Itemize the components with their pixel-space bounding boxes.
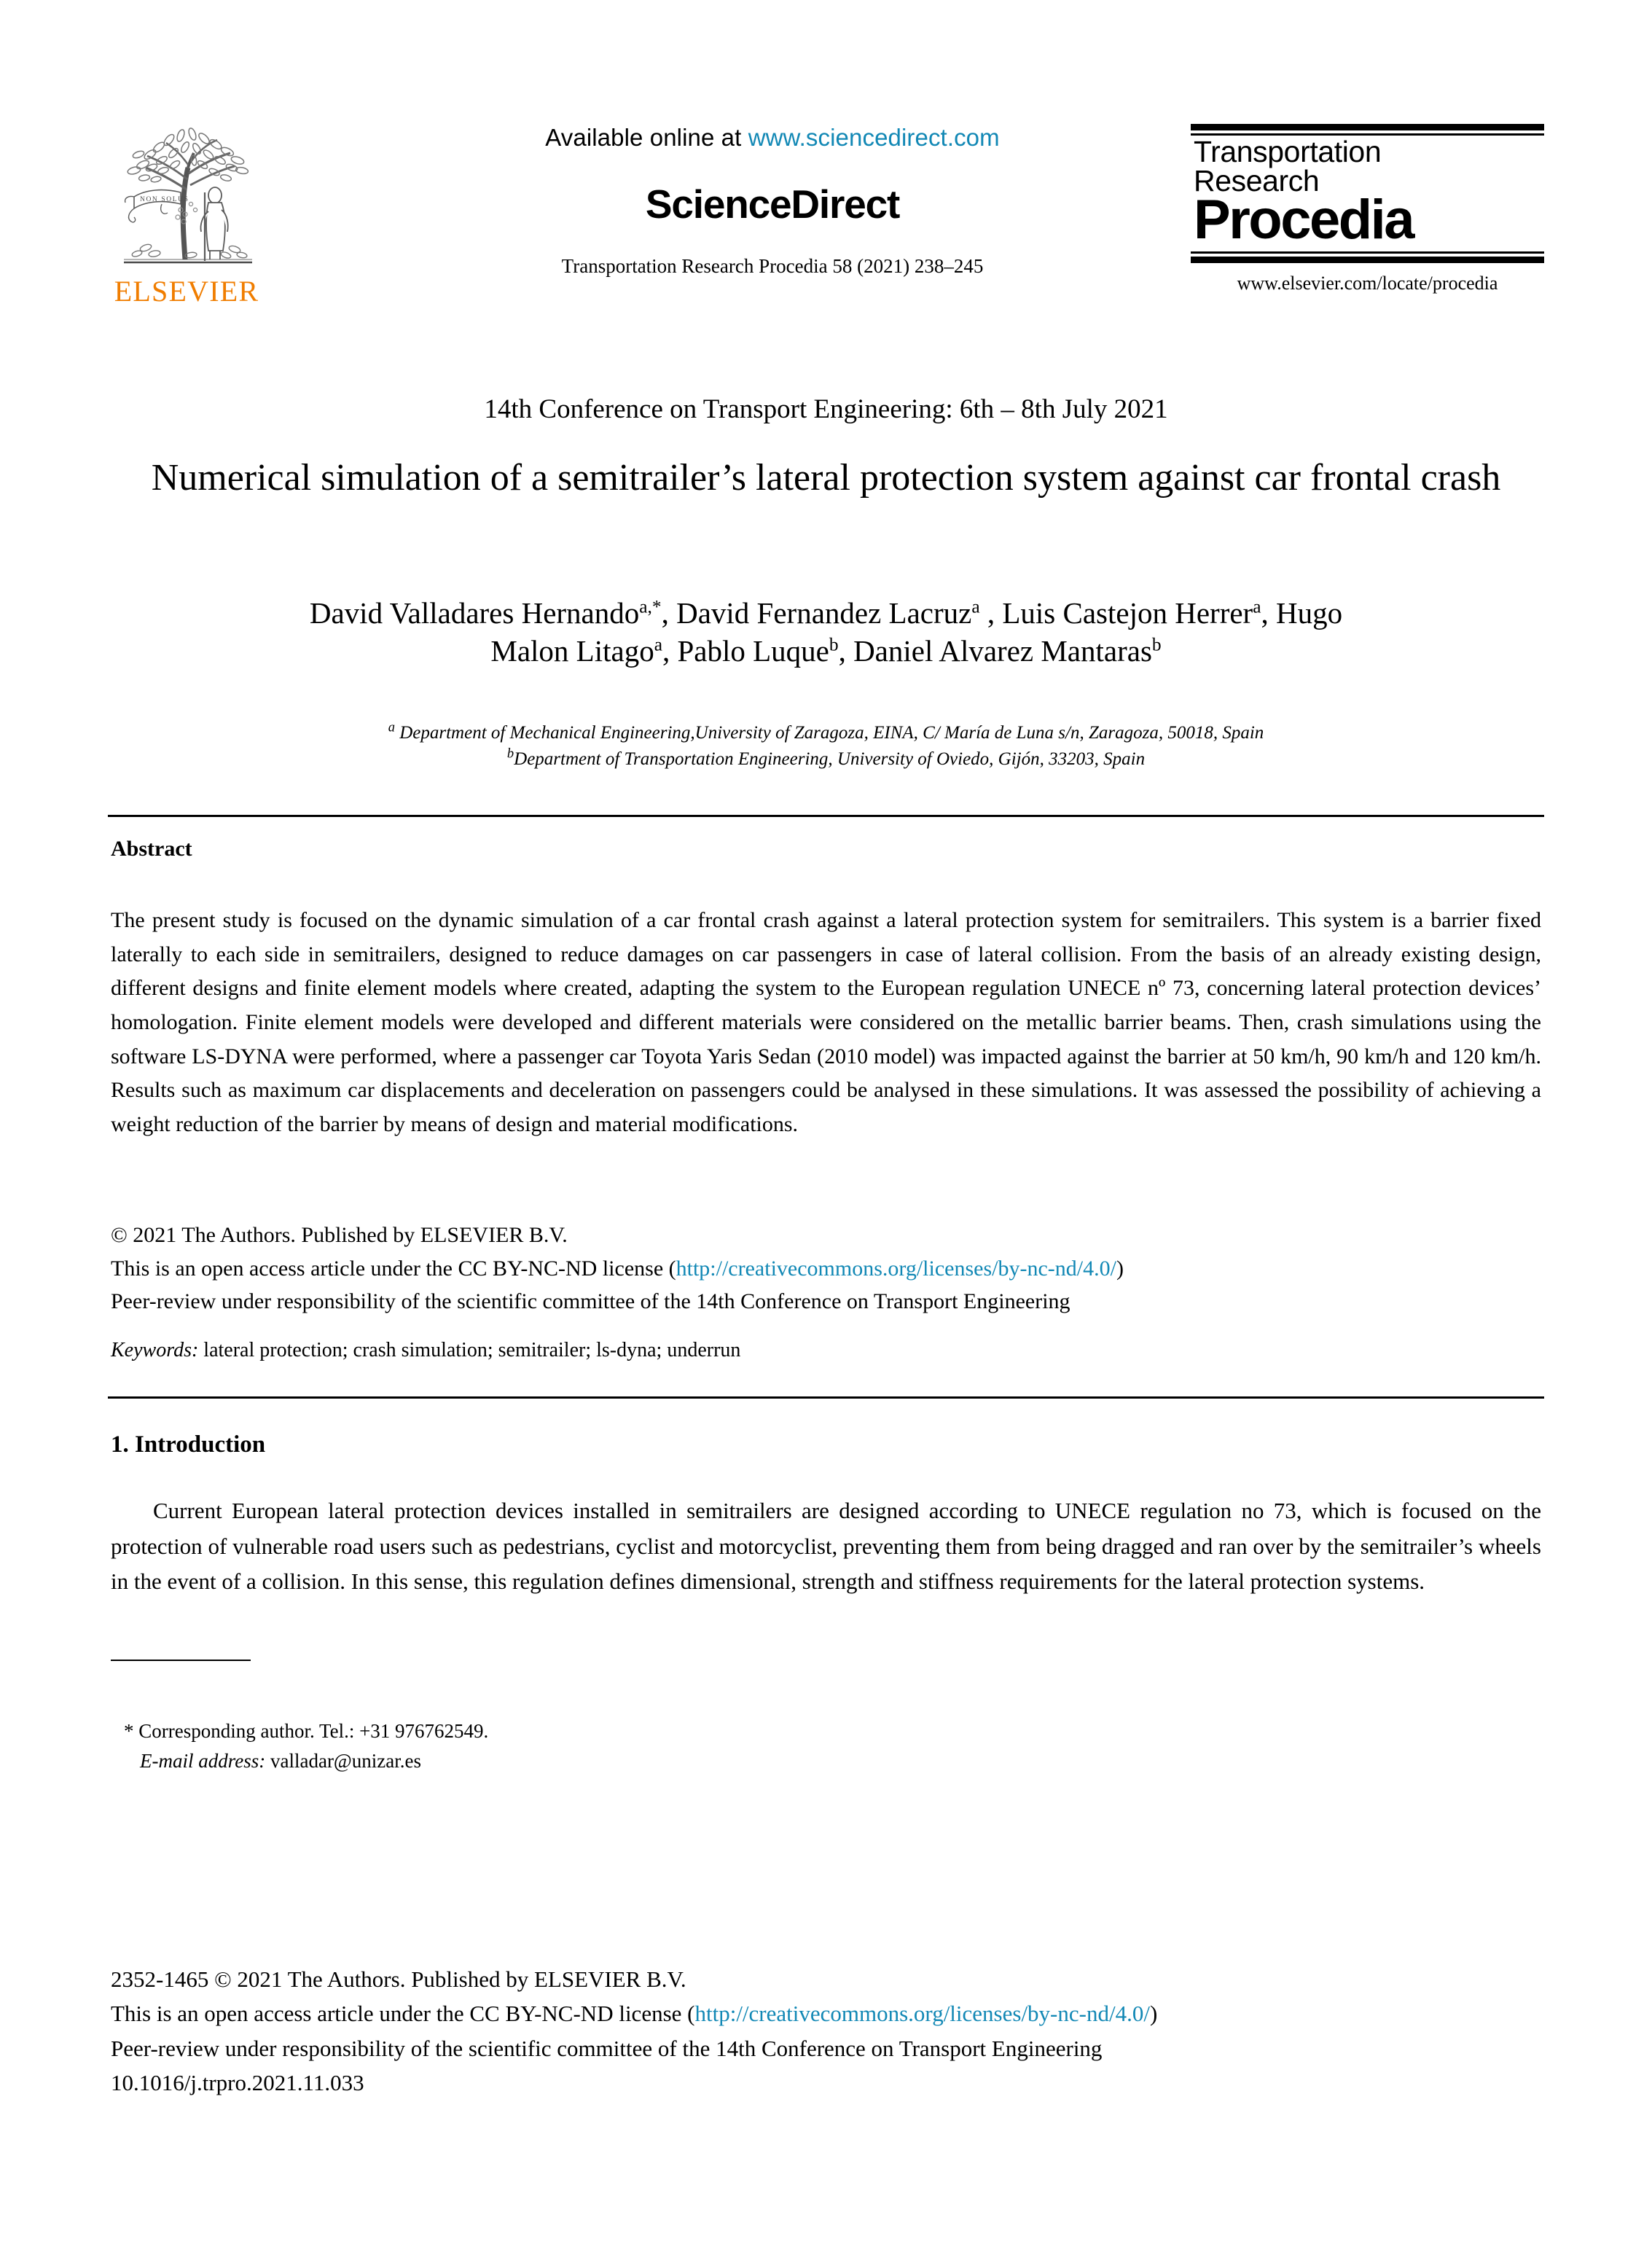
- footer-license-prefix: This is an open access article under the CC BY-NC-ND license (: [111, 2001, 695, 2027]
- corresponding-author-line: * Corresponding author. Tel.: +31 976762549.: [124, 1720, 489, 1742]
- footer-peer-review-line: Peer-review under responsibility of the scientific committee of the 14th Conference on Transport Engineering: [111, 2035, 1103, 2061]
- author-affiliation-marker: a,*: [639, 596, 662, 617]
- author-separator: , David Fernandez Lacruz: [661, 596, 972, 630]
- journal-masthead: [0, 0, 1652, 357]
- procedia-title-line3: Procedia: [1194, 189, 1414, 251]
- sciencedirect-block: [408, 124, 1137, 278]
- author-affiliation-marker: b: [829, 634, 839, 655]
- author-separator: , Pablo Luque: [662, 634, 829, 668]
- abstract-heading: Abstract: [111, 837, 192, 861]
- license-link[interactable]: http://creativecommons.org/licenses/by-nc-nd/4.0/: [676, 1256, 1116, 1281]
- procedia-url[interactable]: www.elsevier.com/locate/procedia: [1237, 272, 1498, 294]
- email-line: [124, 1746, 1144, 1776]
- author-name: David Valladares Hernando: [309, 596, 640, 630]
- peer-review-line: Peer-review under responsibility of the scientific committee of the 14th Conference on Transport Engineering: [111, 1289, 1070, 1314]
- footnote-divider: [111, 1660, 251, 1661]
- affiliation-b: [122, 746, 1530, 773]
- abstract-bottom-divider: [108, 1396, 1544, 1399]
- available-online-label: Available online at: [545, 124, 748, 151]
- page-title: Numerical simulation of a semitrailer’s lateral protection system against car frontal crash: [151, 457, 1501, 499]
- procedia-bottom-rule-thick: [1191, 257, 1544, 263]
- affiliation-a: [122, 720, 1530, 746]
- author-affiliation-marker: a: [654, 634, 662, 655]
- abstract-top-divider: [108, 815, 1544, 817]
- procedia-logo: [1191, 124, 1544, 294]
- section-heading-introduction: 1. Introduction: [111, 1431, 266, 1458]
- introduction-text: Current European lateral protection devices installed in semitrailers are designed according to UNECE regulation no 73, which is focused on the protection of vulnerable road users such as pedestrians, cyclist and motorcyclist, preventing them from being dragged and ran over by the semitrailer’s wheels in the event of a collision. In this sense, this regulation defines dimensional, strength and stiffness requirements for the lateral protection systems.: [111, 1498, 1541, 1594]
- author-separator: , Daniel Alvarez Mantaras: [838, 634, 1152, 668]
- elsevier-motto-text: NON SOLUS: [140, 196, 189, 203]
- doi-line[interactable]: 10.1016/j.trpro.2021.11.033: [111, 2070, 364, 2096]
- elsevier-wordmark: ELSEVIER: [114, 275, 259, 308]
- page-footer: [111, 1962, 1541, 2100]
- footnote-block: [124, 1716, 1144, 1776]
- license-prefix: This is an open access article under the CC BY-NC-ND license (: [111, 1256, 676, 1281]
- conference-line: 14th Conference on Transport Engineering: 6th – 8th July 2021: [484, 394, 1168, 424]
- procedia-title-line1: Transportation: [1194, 135, 1382, 168]
- copyright-line: © 2021 The Authors. Published by ELSEVIER B.V.: [111, 1223, 568, 1247]
- sciencedirect-logo: ScienceDirect: [645, 181, 900, 227]
- elsevier-logo: [108, 122, 265, 334]
- keywords-line: [111, 1339, 1541, 1362]
- author-list: [122, 594, 1530, 671]
- keywords-label: Keywords:: [111, 1339, 199, 1361]
- procedia-top-rule-thick: [1191, 124, 1544, 130]
- footer-license-link[interactable]: http://creativecommons.org/licenses/by-nc-nd/4.0/: [694, 2001, 1150, 2027]
- author-separator: , Hugo: [1261, 596, 1343, 630]
- author-separator: , Luis Castejon Herrer: [979, 596, 1253, 630]
- license-suffix: ): [1116, 1256, 1124, 1281]
- procedia-title-line2: Research: [1194, 164, 1320, 198]
- email-label: E-mail address:: [140, 1750, 266, 1773]
- affiliation-marker-b: b: [506, 746, 514, 762]
- elsevier-tree-icon: [118, 122, 258, 272]
- author-affiliation-marker: b: [1151, 634, 1162, 655]
- sciencedirect-link[interactable]: www.sciencedirect.com: [748, 124, 1000, 151]
- keywords-value: lateral protection; crash simulation; semitrailer; ls-dyna; underrun: [198, 1339, 741, 1361]
- abstract-body: The present study is focused on the dynamic simulation of a car frontal crash against a lateral protection system for semitrailers. This system is a barrier fixed laterally to each side in semitrailers, designed to reduce damages on car passengers in case of lateral collision. From the basis of an already existing design, different designs and finite element models where created, adapting the system to the European regulation UNECE nº 73, concerning lateral protection devices’ homologation. Finite element models were developed and different materials were considered on the metallic barrier beams. Then, crash simulations using the software LS-DYNA were performed, where a passenger car Toyota Yaris Sedan (2010 model) was impacted against the barrier at 50 km/h, 90 km/h and 120 km/h. Results such as maximum car displacements and deceleration on passengers could be analysed in these simulations. It was assessed the possibility of achieving a weight reduction of the barrier by means of design and material modifications.: [111, 908, 1541, 1136]
- affiliation-marker-a: a: [388, 720, 395, 735]
- introduction-paragraph: [111, 1493, 1541, 1600]
- procedia-bottom-rule-thin: [1191, 251, 1544, 254]
- available-online-line: [408, 124, 1137, 152]
- email-value[interactable]: valladar@unizar.es: [265, 1750, 422, 1773]
- affiliation-list: [122, 720, 1530, 772]
- affiliation-b-text: Department of Transportation Engineering, University of Oviedo, Gijón, 33203, Spain: [514, 749, 1146, 769]
- license-line: [111, 1252, 1541, 1286]
- author-affiliation-marker: a: [1253, 596, 1261, 617]
- author-name: Malon Litago: [490, 634, 654, 668]
- author-affiliation-marker: a: [971, 596, 980, 617]
- affiliation-a-text: Department of Mechanical Engineering,University of Zaragoza, EINA, C/ María de Luna s/n, Zaragoza, 50018, Spain: [394, 723, 1264, 743]
- journal-reference: Transportation Research Procedia 58 (2021) 238–245: [561, 255, 984, 277]
- footer-license-suffix: ): [1149, 2001, 1158, 2027]
- issn-copyright-line: 2352-1465 © 2021 The Authors. Published by ELSEVIER B.V.: [111, 1966, 686, 1992]
- abstract-license-block: [111, 1219, 1541, 1318]
- footer-license-line: [111, 1996, 1541, 2031]
